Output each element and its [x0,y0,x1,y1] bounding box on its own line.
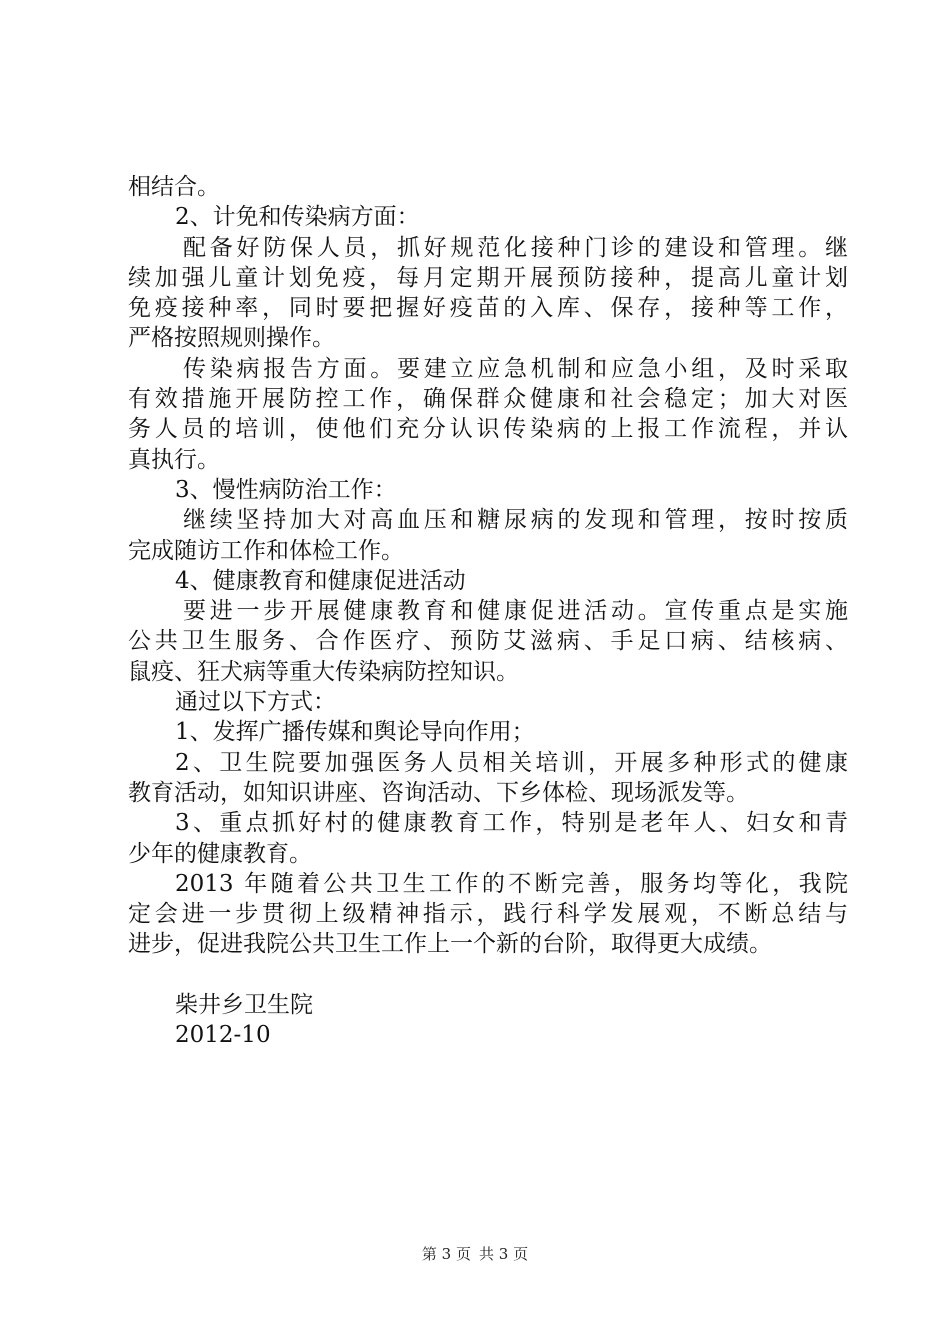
text-line: 免疫接种率，同时要把握好疫苗的入库、保存，接种等工作， [128,295,848,322]
section-heading: 4、健康教育和健康促进活动 [175,567,466,594]
text-line: 配备好防保人员，抓好规范化接种门诊的建设和管理。继 [183,234,848,261]
list-item: 2、卫生院要加强医务人员相关培训，开展多种形式的健康 [175,749,848,776]
text-line: 相结合。 [128,174,220,200]
text-line: 少年的健康教育。 [128,840,312,867]
text-line: 续加强儿童计划免疫，每月定期开展预防接种，提高儿童计划 [128,264,848,291]
page-number: 第 3 页 [421,1245,471,1263]
text-line: 鼠疫、狂犬病等重大传染病防控知识。 [128,658,519,685]
text-line: 通过以下方式： [175,689,336,716]
list-item: 3、重点抓好村的健康教育工作，特别是老年人、妇女和青 [175,810,848,837]
list-item: 1、发挥广播传媒和舆论导向作用； [175,719,535,746]
text-line: 务人员的培训，使他们充分认识传染病的上报工作流程，并认 [128,416,848,443]
document-body [128,172,848,1050]
text-line: 严格按照规则操作。 [128,325,335,352]
text-line: 2013 年随着公共卫生工作的不断完善，服务均等化，我院 [175,870,848,897]
section-heading: 2、计免和传染病方面： [175,204,420,231]
page-footer [0,1244,950,1264]
text-line: 定会进一步贯彻上级精神指示，践行科学发展观，不断总结与 [128,901,848,928]
section-heading: 3、慢性病防治工作： [175,476,397,503]
text-line: 有效措施开展防控工作，确保群众健康和社会稳定；加大对医 [128,386,848,413]
signature-org: 柴井乡卫生院 [175,991,313,1018]
text-line: 要进一步开展健康教育和健康促进活动。宣传重点是实施 [183,598,848,625]
text-line: 进步，促进我院公共卫生工作上一个新的台阶，取得更大成绩。 [128,931,772,958]
text-line: 传染病报告方面。要建立应急机制和应急小组，及时采取 [183,355,848,382]
text-line: 完成随访工作和体检工作。 [128,537,404,564]
page-total: 共 3 页 [479,1245,529,1263]
signature-date: 2012-10 [175,1022,271,1049]
spacer [128,960,848,990]
text-line: 教育活动，如知识讲座、咨询活动、下乡体检、现场派发等。 [128,779,749,806]
text-line: 真执行。 [128,446,220,473]
text-line: 公共卫生服务、合作医疗、预防艾滋病、手足口病、结核病、 [128,628,848,655]
text-line: 继续坚持加大对高血压和糖尿病的发现和管理，按时按质 [183,507,848,534]
